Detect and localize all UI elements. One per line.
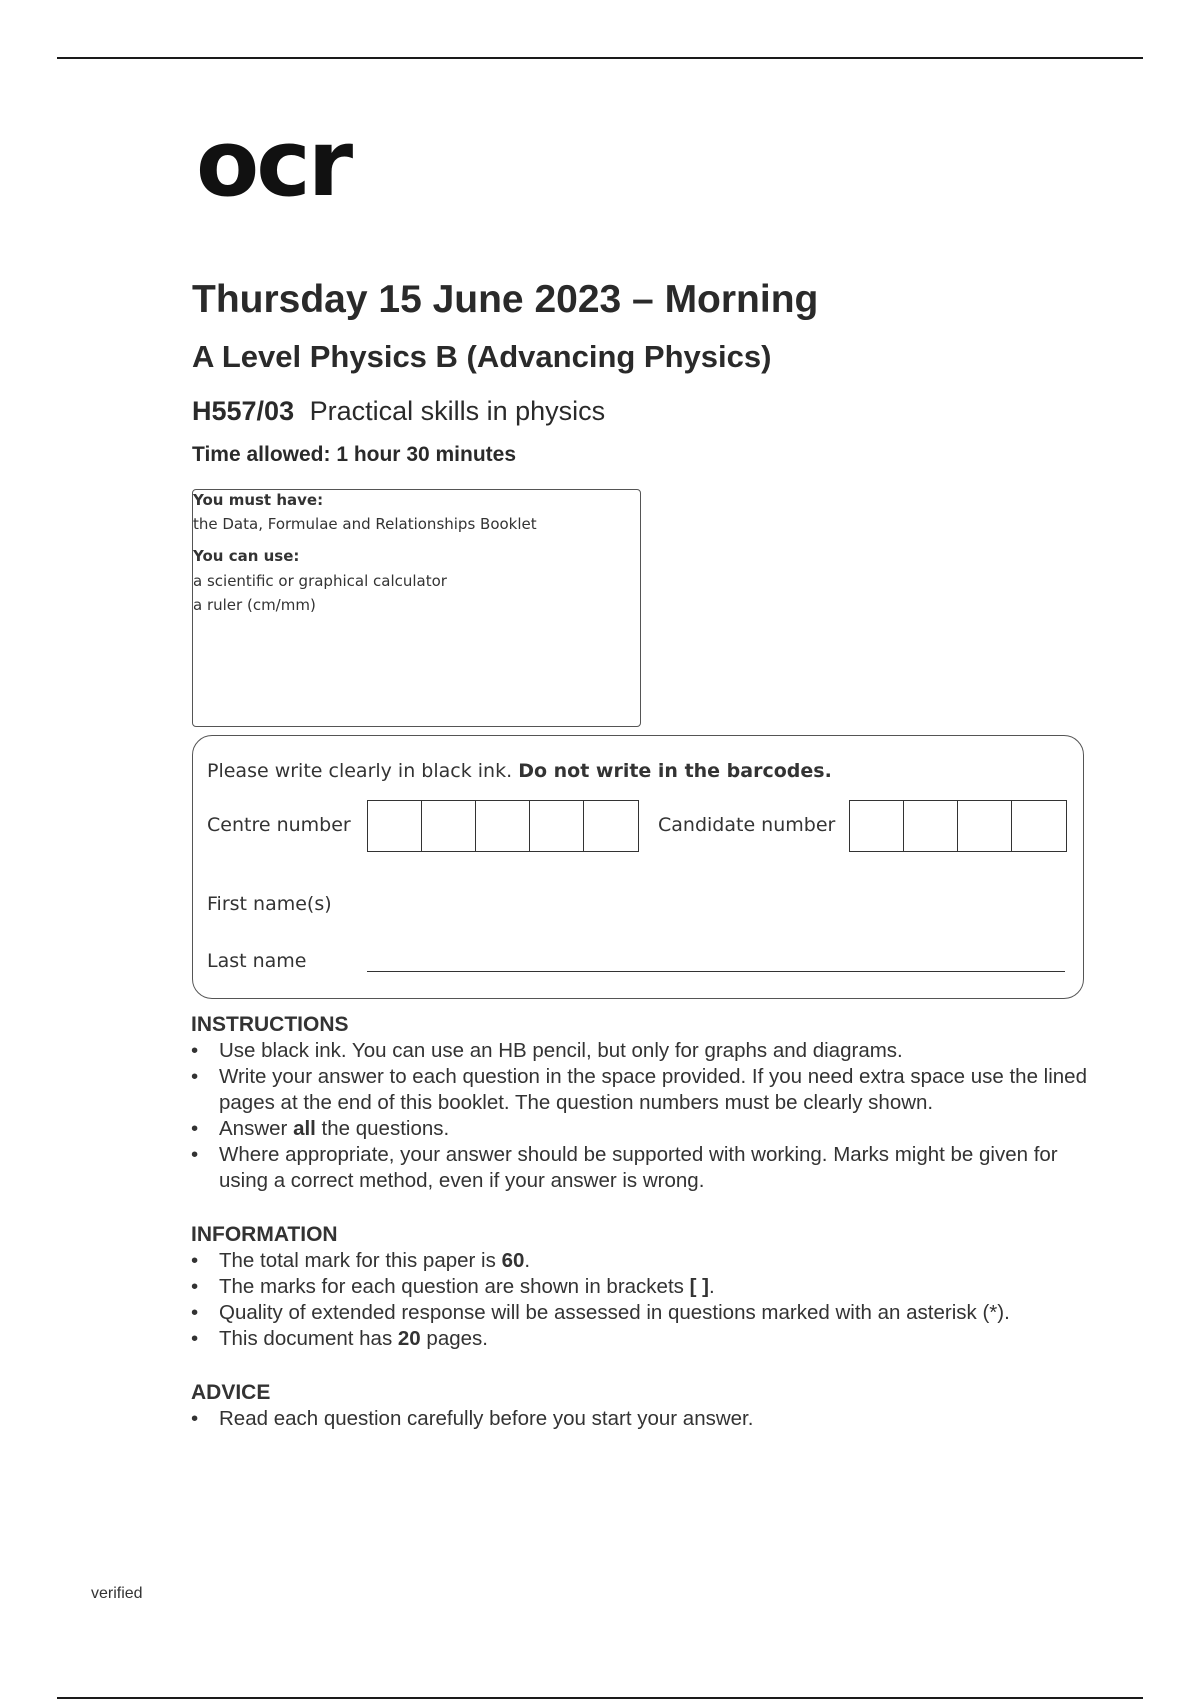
instruction-item: • Answer all the questions. — [191, 1116, 1111, 1142]
must-have-item: the Data, Formulae and Relationships Booklet — [193, 515, 537, 533]
information-item: • This document has 20 pages. — [191, 1326, 1111, 1352]
ocr-logo: ocr — [196, 110, 351, 217]
instructions-list — [191, 1038, 1111, 1194]
candidate-number-boxes[interactable] — [849, 800, 1067, 852]
information-item: • The marks for each question are shown in brackets [ ]. — [191, 1274, 1111, 1300]
last-name-label: Last name — [207, 950, 307, 972]
first-name-label: First name(s) — [207, 893, 332, 915]
paper-code: H557/03 — [192, 396, 295, 426]
centre-digit-box[interactable] — [368, 801, 422, 851]
information-list — [191, 1248, 1111, 1352]
centre-digit-box[interactable] — [476, 801, 530, 851]
paper-title: Practical skills in physics — [309, 396, 606, 426]
verified-label: verified — [91, 1585, 143, 1602]
advice-item: • Read each question carefully before you start your answer. — [191, 1406, 1111, 1432]
centre-digit-box[interactable] — [422, 801, 476, 851]
instruction-item: • Use black ink. You can use an HB pencil, but only for graphs and diagrams. — [191, 1038, 1111, 1064]
instruction-item: • Write your answer to each question in the space provided. If you need extra space use the lined pages at the end of this booklet. The question numbers must be clearly shown. — [191, 1064, 1111, 1116]
must-have-heading: You must have: — [193, 491, 324, 509]
information-section — [191, 1222, 1111, 1352]
last-name-line[interactable] — [367, 971, 1065, 972]
centre-number-boxes[interactable] — [367, 800, 639, 852]
write-clearly-prompt — [207, 760, 832, 782]
bottom-rule — [57, 1697, 1143, 1699]
candidate-details-box — [192, 735, 1084, 999]
candidate-digit-box[interactable] — [1012, 801, 1066, 851]
time-allowed: Time allowed: 1 hour 30 minutes — [192, 443, 517, 466]
equipment-box — [192, 489, 641, 727]
can-use-item: a ruler (cm/mm) — [193, 596, 316, 614]
instructions-section — [191, 1012, 1111, 1194]
can-use-item: a scientific or graphical calculator — [193, 572, 447, 590]
paper-heading — [192, 396, 605, 427]
candidate-digit-box[interactable] — [904, 801, 958, 851]
centre-digit-box[interactable] — [530, 801, 584, 851]
exam-date: Thursday 15 June 2023 – Morning — [192, 278, 819, 321]
information-heading: INFORMATION — [191, 1223, 338, 1246]
can-use-heading: You can use: — [193, 547, 300, 565]
centre-number-label: Centre number — [207, 814, 351, 836]
advice-section — [191, 1380, 1111, 1432]
centre-digit-box[interactable] — [584, 801, 638, 851]
candidate-digit-box[interactable] — [958, 801, 1012, 851]
prompt-text: Please write clearly in black ink. — [207, 760, 513, 782]
top-rule — [57, 57, 1143, 59]
advice-heading: ADVICE — [191, 1381, 271, 1404]
prompt-bold-text: Do not write in the barcodes. — [518, 760, 832, 782]
candidate-number-label: Candidate number — [658, 814, 836, 836]
information-item: • The total mark for this paper is 60. — [191, 1248, 1111, 1274]
information-item: • Quality of extended response will be assessed in questions marked with an asterisk (*). — [191, 1300, 1111, 1326]
qualification-title: A Level Physics B (Advancing Physics) — [192, 339, 772, 374]
instruction-item: • Where appropriate, your answer should be supported with working. Marks might be given for using a correct method, even if your answer is wrong. — [191, 1142, 1111, 1194]
candidate-digit-box[interactable] — [850, 801, 904, 851]
advice-list — [191, 1406, 1111, 1432]
instructions-heading: INSTRUCTIONS — [191, 1013, 349, 1036]
